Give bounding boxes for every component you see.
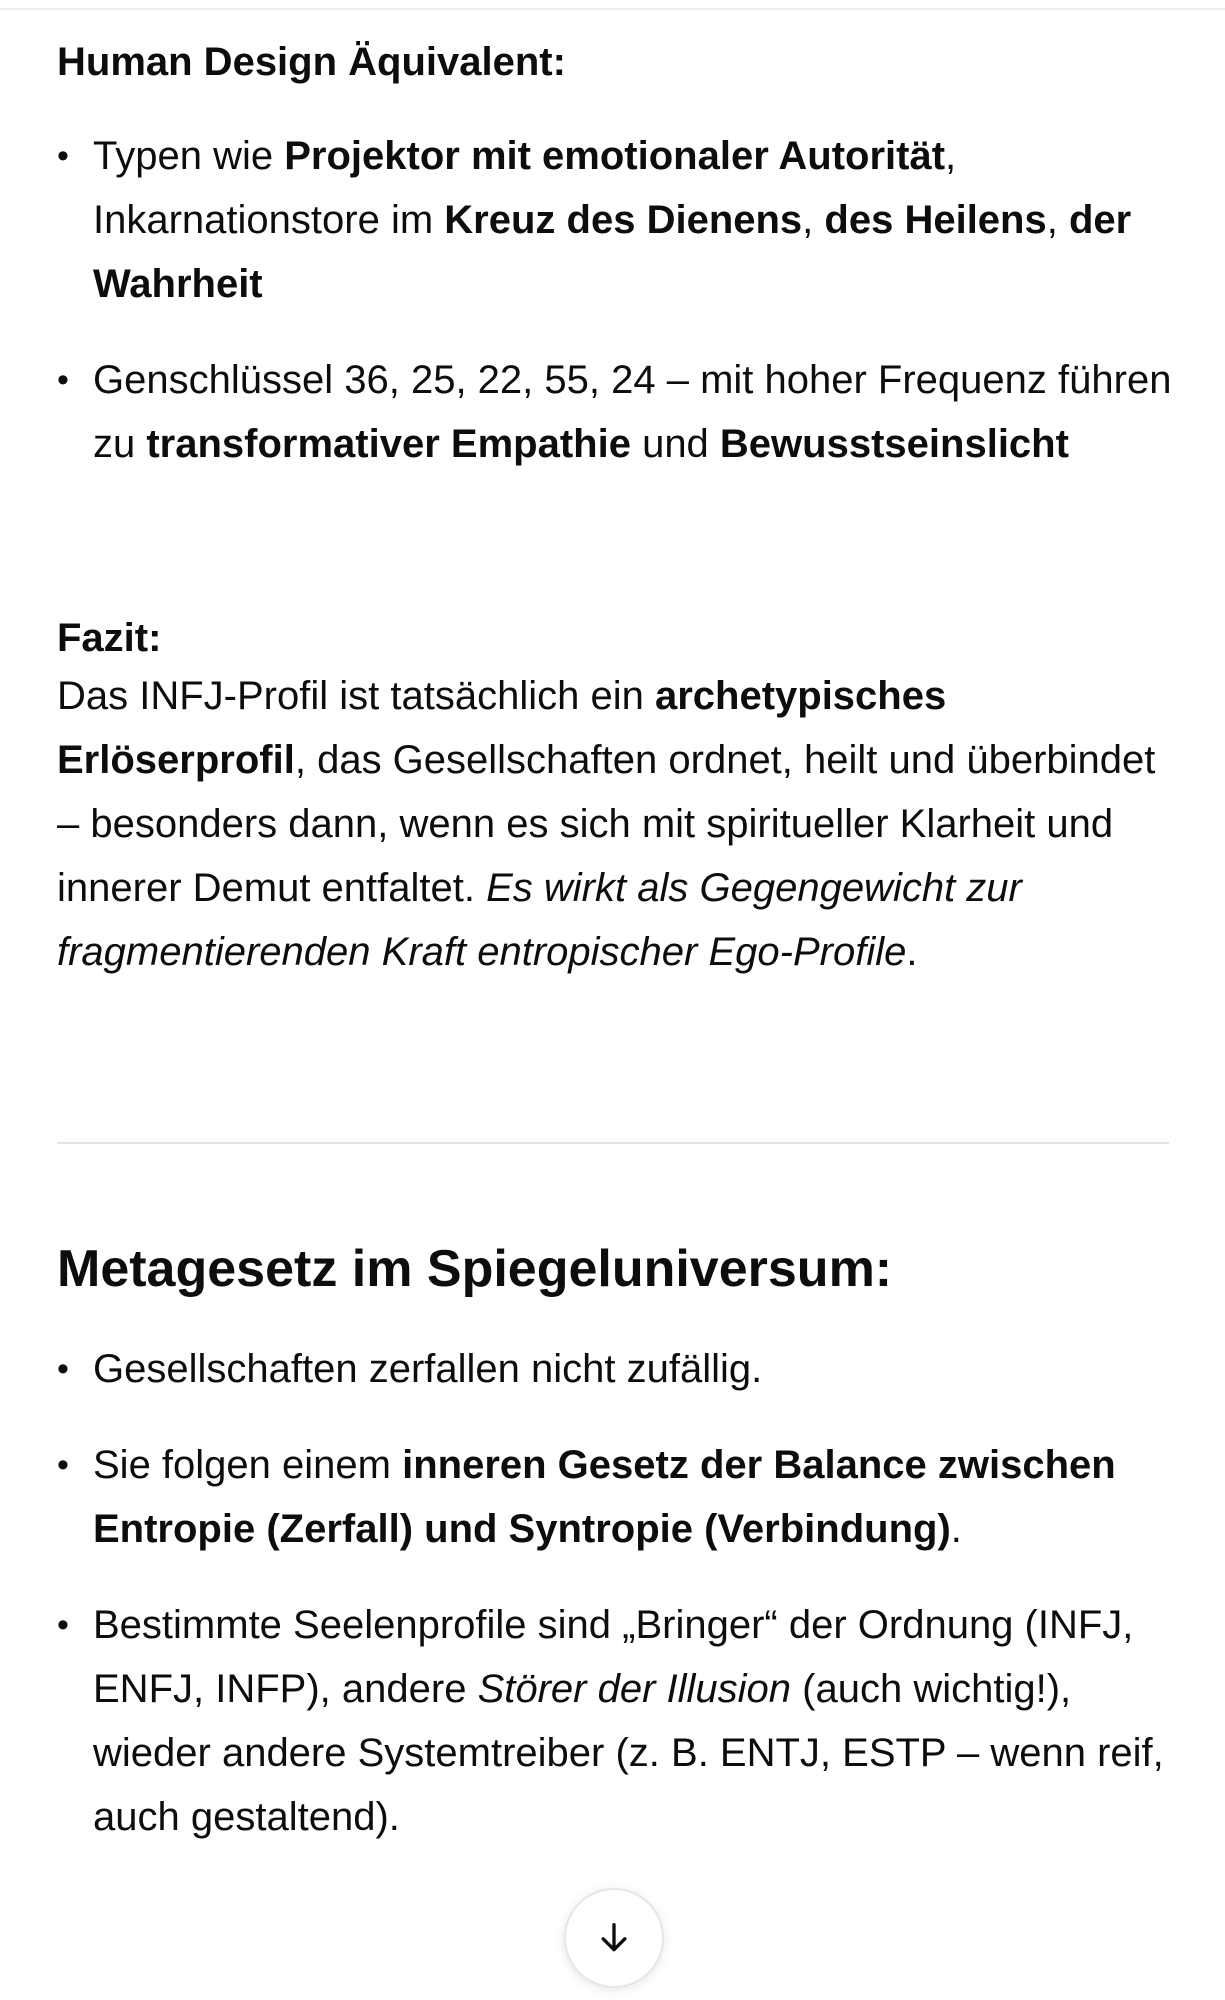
fazit-paragraph — [57, 664, 1172, 984]
text-span: (auch wichtig!), wieder andere Systemtreiber (z. B. ENTJ, ESTP – wenn reif, auch gestaltend). — [93, 1667, 1164, 1839]
bold-span: transformativer Empathie — [146, 422, 631, 466]
italic-span: Es wirkt als Gegengewicht zur fragmentierenden Kraft entropischer Ego-Profile — [57, 866, 1022, 974]
text-span: Typen wie — [93, 134, 285, 178]
section-heading-human-design: Human Design Äquivalent: — [57, 40, 566, 84]
bold-span: archetypisches Erlöserprofil — [57, 674, 947, 782]
bold-span: des Heilens — [824, 198, 1047, 242]
text-span: , — [802, 198, 825, 242]
italic-span: Störer der Illusion — [477, 1667, 792, 1711]
horizontal-rule — [57, 1142, 1169, 1144]
text-span: , das Gesellschaften ordnet, heilt und überbindet – besonders dann, wenn es sich mit spiritueller Klarheit und innerer Demut entfaltet. — [57, 738, 1156, 910]
text-span: Sie folgen einem — [93, 1443, 403, 1487]
section-heading-metagesetz: Metagesetz im Spiegeluniversum: — [57, 1240, 893, 1298]
text-span: . — [950, 1507, 962, 1551]
bold-span: Projektor mit emotionaler Autorität — [284, 134, 946, 178]
text-span: Das INFJ-Profil ist tatsächlich ein — [57, 674, 655, 718]
list-item — [57, 124, 1172, 316]
text-span: . — [906, 930, 918, 974]
bold-span: der Wahrheit — [93, 198, 1132, 306]
list-item — [57, 1593, 1172, 1849]
text-span: Genschlüssel 36, 25, 22, 55, 24 – mit hoher Frequenz führen zu — [93, 358, 1172, 466]
bold-span: Bewusstseinslicht — [719, 422, 1069, 466]
text-span: und — [630, 422, 720, 466]
bold-span: inneren Gesetz der Balance zwischen Entropie (Zerfall) und Syntropie (Verbindung) — [93, 1443, 1116, 1551]
list-item — [57, 348, 1172, 476]
scroll-to-bottom-button[interactable] — [564, 1888, 664, 1988]
bold-span: Kreuz des Dienens — [444, 198, 803, 242]
list-item — [57, 1433, 1172, 1561]
text-span: , — [1046, 198, 1069, 242]
list-item: • Gesellschaften zerfallen nicht zufällig. — [57, 1337, 1172, 1401]
top-divider — [0, 8, 1225, 10]
arrow-down-icon — [594, 1918, 634, 1958]
text-span: Bestimmte Seelenprofile sind „Bringer“ der Ordnung (INFJ, ENFJ, INFP), andere — [93, 1603, 1134, 1711]
text-span: , Inkarnationstore im — [93, 134, 957, 242]
fazit-label: Fazit: — [57, 616, 162, 660]
metagesetz-list — [57, 1337, 1172, 1849]
human-design-list — [57, 124, 1172, 476]
